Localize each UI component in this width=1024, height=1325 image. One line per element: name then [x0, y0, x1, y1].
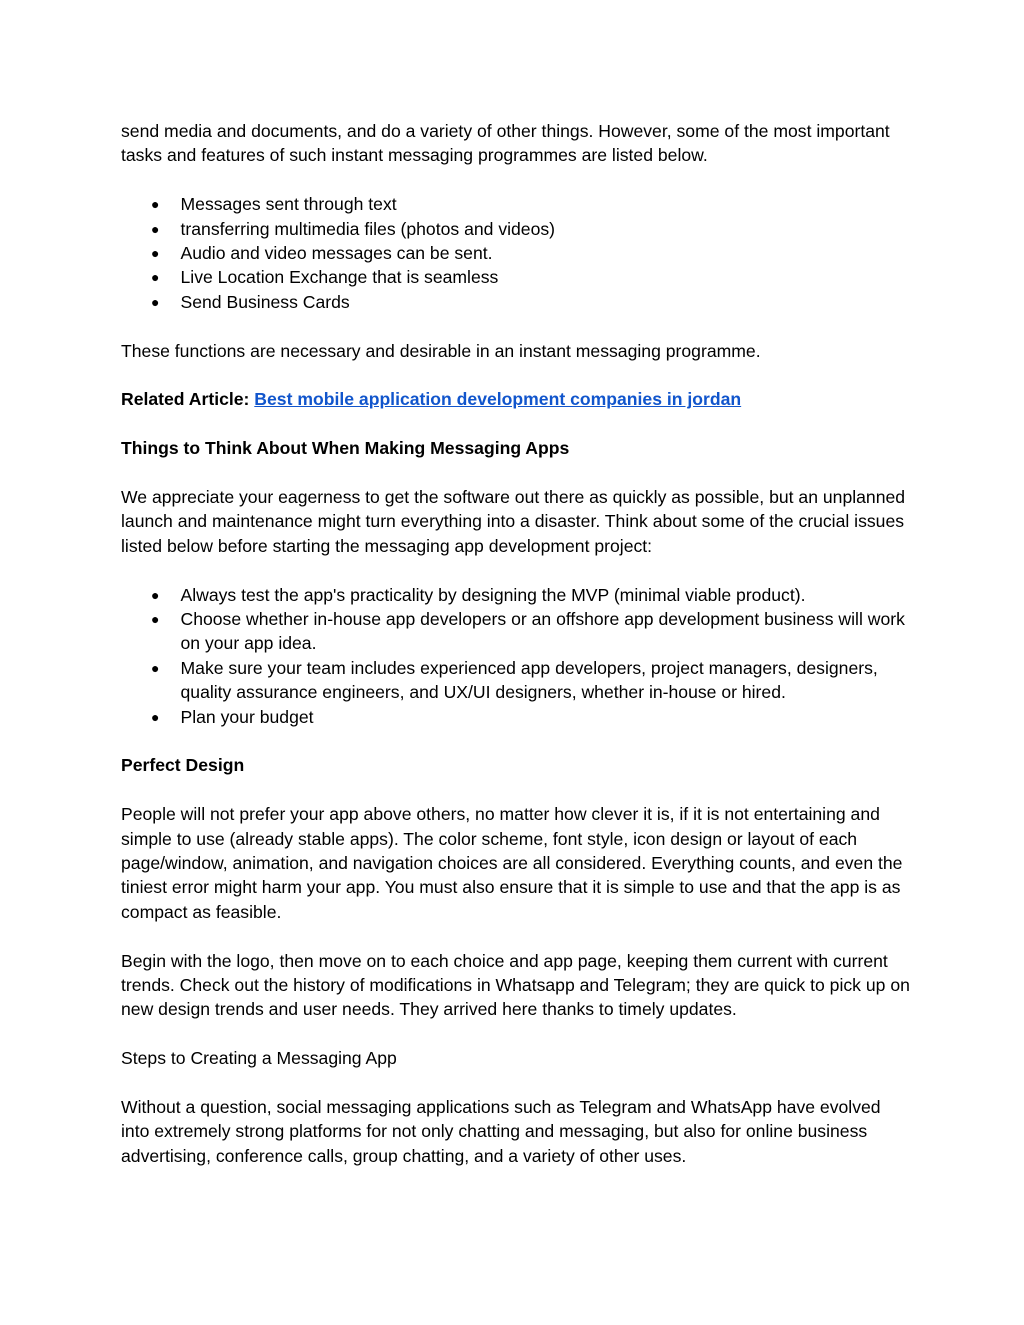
- bullet-icon: ●: [151, 708, 160, 725]
- list-item: ● Make sure your team includes experienced app developers, project managers, designers, quality assurance engineers, and UX/UI designers, whether in-house or hired.: [151, 657, 878, 703]
- bullet-icon: ●: [151, 196, 160, 213]
- bullet-icon: ●: [151, 586, 160, 603]
- functions-note: These functions are necessary and desirable in an instant messaging programme.: [121, 340, 761, 361]
- section-heading-steps: Steps to Creating a Messaging App: [121, 1048, 397, 1069]
- considerations-paragraph: We appreciate your eagerness to get the software out there as quickly as possible, but an unplanned launch and maintenance might turn everything into a disaster. Think about some of the crucial issues listed below before starting the messaging app development project:: [121, 487, 906, 556]
- list-item: ● Audio and video messages can be sent.: [121, 241, 911, 265]
- bullet-icon: ●: [151, 659, 160, 676]
- list-item: ● Send Business Cards: [121, 290, 911, 314]
- design-paragraph-2: Begin with the logo, then move on to each choice and app page, keeping them current with current trends. Check out the history of modifications in Whatsapp and Telegram; they are quick to pick up on new design trends and user needs. They arrived here thanks to timely updates.: [121, 950, 910, 1020]
- bullet-icon: ●: [151, 293, 160, 310]
- list-item: ● Messages sent through text: [121, 192, 911, 216]
- considerations-list: [121, 583, 911, 729]
- related-article: [121, 387, 911, 411]
- list-item: ● Choose whether in-house app developers or an offshore app development business will work on your app idea.: [151, 609, 905, 654]
- bullet-icon: ●: [151, 269, 160, 286]
- bullet-icon: ●: [151, 245, 160, 262]
- related-article-link[interactable]: Best mobile application development companies in jordan: [254, 389, 742, 410]
- steps-paragraph: Without a question, social messaging applications such as Telegram and WhatsApp have evolved into extremely strong platforms for not only chatting and messaging, but also for online business advertising, conference calls, group chatting, and a variety of other uses.: [121, 1097, 881, 1166]
- bullet-icon: ●: [151, 611, 160, 628]
- section-heading-considerations: Things to Think About When Making Messaging Apps: [121, 438, 570, 459]
- bullet-icon: ●: [151, 220, 160, 237]
- list-item: ● transferring multimedia files (photos and videos): [121, 217, 911, 241]
- list-item: ● Always test the app's practicality by designing the MVP (minimal viable product).: [121, 583, 911, 607]
- section-heading-design: Perfect Design: [121, 755, 245, 776]
- design-paragraph-1: People will not prefer your app above others, no matter how clever it is, if it is not entertaining and simple to use (already stable apps). The color scheme, font style, icon design or layout of each page/window, animation, and navigation choices are all considered. Everything counts, and even the tiniest error might harm your app. You must also ensure that it is simple to use and that the app is as compact as feasible.: [121, 804, 903, 922]
- related-article-label: Related Article:: [121, 389, 250, 410]
- features-list: [121, 192, 911, 314]
- list-item: ● Live Location Exchange that is seamless: [121, 265, 911, 289]
- list-item: ● Plan your budget: [121, 705, 911, 729]
- intro-paragraph: send media and documents, and do a variety of other things. However, some of the most important tasks and features of such instant messaging programmes are listed below.: [121, 121, 890, 166]
- document-page: [121, 119, 911, 1193]
